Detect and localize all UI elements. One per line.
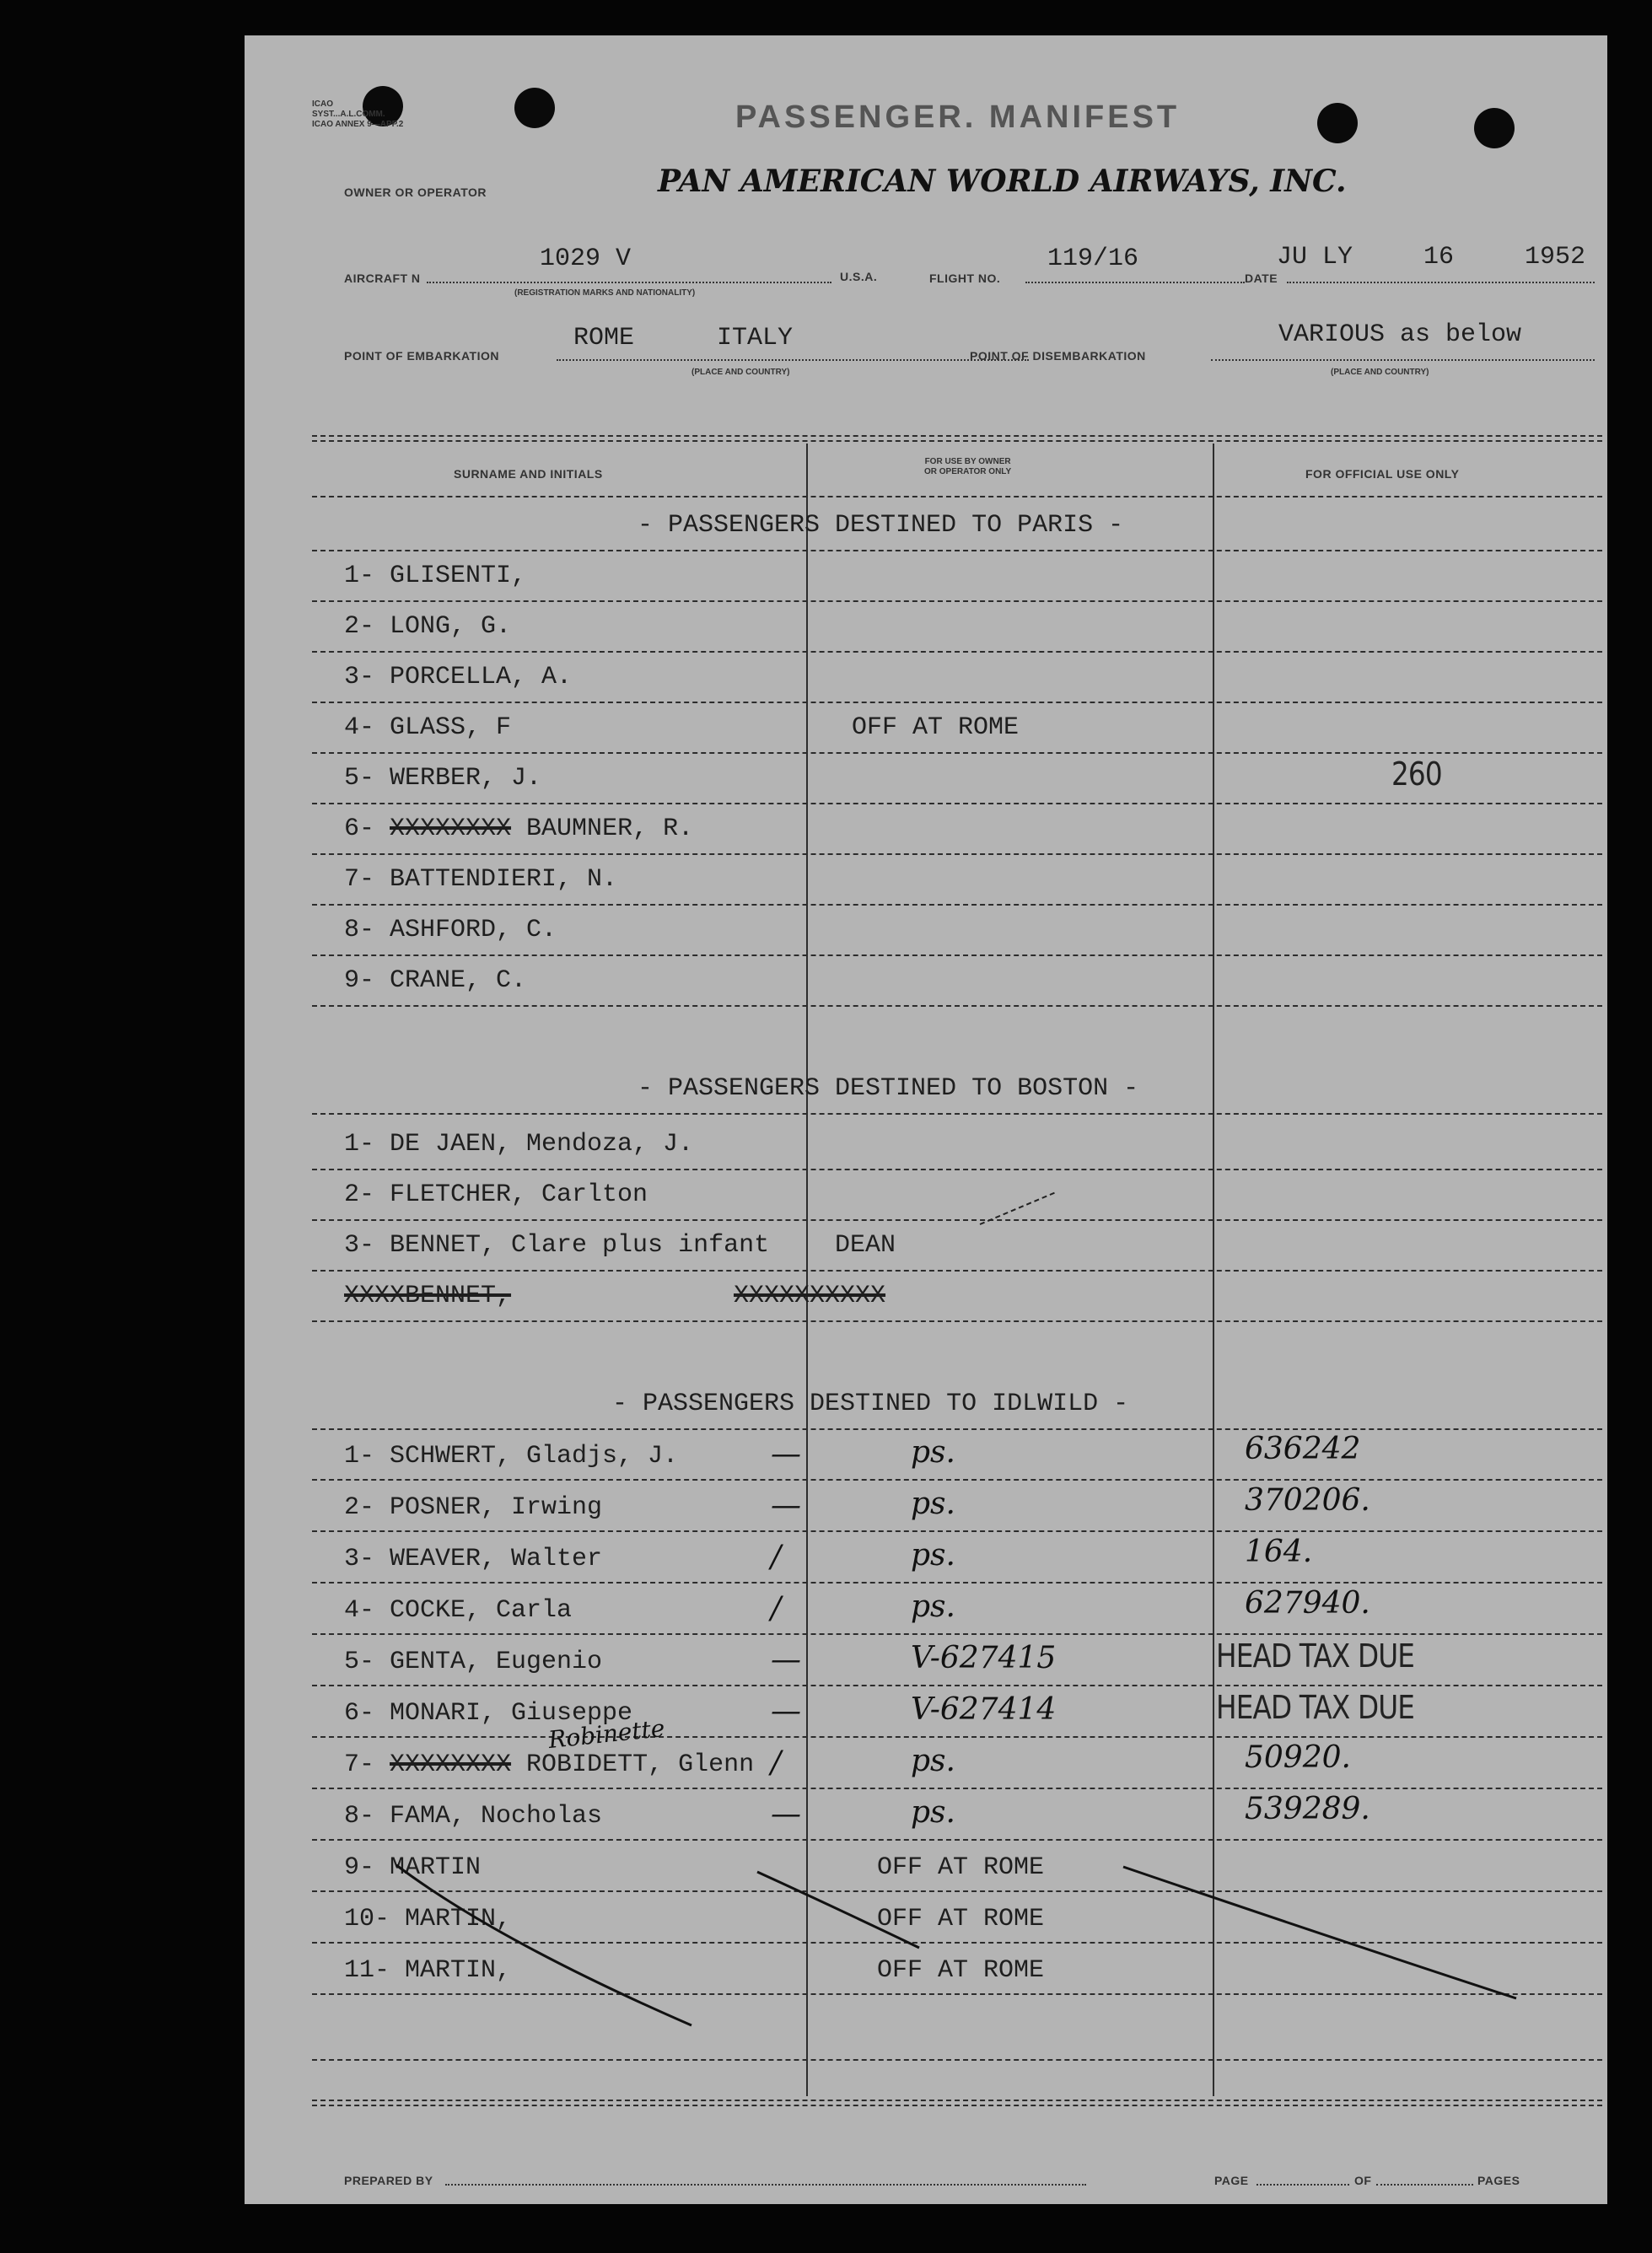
operator-note: OFF AT ROME [877, 1956, 1045, 1985]
operator-note: OFF AT ROME [852, 713, 1020, 742]
operator-note: ps. [911, 1435, 955, 1470]
idlwild-passenger-name: 4- COCKE, Carla [344, 1596, 573, 1625]
operator-note: V-627415 [911, 1641, 1057, 1675]
boston-passenger-name: 1- DE JAEN, Mendoza, J. [344, 1130, 694, 1159]
page-label: PAGE [1214, 2174, 1249, 2187]
prepared-line [445, 2184, 1086, 2186]
paris-passenger-name: 8- ASHFORD, C. [344, 916, 557, 944]
check-mark: — [771, 1643, 801, 1677]
name-correction: Robinette [546, 1713, 666, 1755]
paris-passenger-name: 2- LONG, G. [344, 612, 512, 641]
embarkation-label: POINT OF EMBARKATION [344, 349, 499, 363]
check-mark: — [771, 1694, 801, 1729]
page-line [1256, 2184, 1349, 2186]
paris-passenger-name: 3- PORCELLA, A. [344, 663, 573, 691]
date-month: JU LY [1277, 243, 1353, 272]
operator-note: ps. [911, 1487, 955, 1521]
name-rest: BAUMNER, R. [511, 815, 694, 843]
name-prefix: 6- [344, 815, 390, 843]
official-entry: HEAD TAX DUE [1216, 1689, 1415, 1726]
disembarkation-label: POINT OF DISEMBARKATION [970, 349, 1146, 363]
section-heading-paris: - PASSENGERS DESTINED TO PARIS - [638, 511, 1124, 540]
official-entry: 539289. [1245, 1792, 1370, 1826]
idlwild-passenger-name: 9- MARTIN [344, 1853, 482, 1882]
airline-name: PAN AMERICAN WORLD AIRWAYS, INC. [658, 164, 1347, 199]
official-entry: HEAD TAX DUE [1216, 1637, 1415, 1675]
official-entry: 50920. [1245, 1740, 1351, 1775]
official-entry: 627940. [1245, 1586, 1370, 1621]
boston-passenger-name: 2- FLETCHER, Carlton [344, 1180, 648, 1209]
operator-note: OFF AT ROME [877, 1853, 1045, 1882]
section-heading-boston: - PASSENGERS DESTINED TO BOSTON - [638, 1074, 1139, 1103]
check-mark: — [771, 1488, 801, 1523]
check-mark: / [771, 1745, 782, 1780]
prepared-by-label: PREPARED BY [344, 2174, 433, 2187]
official-entry: 164. [1245, 1535, 1313, 1569]
boston-passenger-struck: XXXXBENNET, [344, 1282, 512, 1310]
form-reference: ICAO SYST...A.L.COMM. ICAO ANNEX 9—APP.2 [312, 99, 404, 129]
idlwild-passenger-name: 10- MARTIN, [344, 1905, 512, 1933]
idlwild-passenger-name: 5- GENTA, Eugenio [344, 1648, 603, 1676]
manifest-paper [245, 35, 1607, 2204]
of-label: OF [1354, 2174, 1372, 2187]
operator-struck: XXXXXXXXXX [734, 1282, 886, 1310]
embark-country: ITALY [717, 324, 794, 352]
idlwild-passenger-name: 6- MONARI, Giuseppe [344, 1699, 633, 1728]
operator-note: DEAN [835, 1231, 896, 1260]
aircraft-label: AIRCRAFT N [344, 272, 421, 285]
date-label: DATE [1245, 272, 1278, 285]
section-heading-idlwild: - PASSENGERS DESTINED TO IDLWILD - [612, 1390, 1129, 1418]
idlwild-passenger-name: 2- POSNER, Irwing [344, 1493, 603, 1522]
idlwild-passenger-name: 8- FAMA, Nocholas [344, 1802, 603, 1831]
paris-passenger-name: 5- WERBER, J. [344, 764, 542, 793]
operator-note: ps. [911, 1538, 955, 1573]
date-year: 1952 [1525, 243, 1586, 272]
flight-label: FLIGHT NO. [929, 272, 1001, 285]
operator-note: ps. [911, 1795, 955, 1830]
embark-city: ROME [573, 324, 635, 352]
col-owner-header: FOR USE BY OWNER OR OPERATOR ONLY [924, 457, 1012, 476]
official-entry: 636242 [1245, 1432, 1361, 1466]
paris-passenger-name: 9- CRANE, C. [344, 966, 527, 995]
operator-note: V-627414 [911, 1692, 1057, 1727]
registration-note: (REGISTRATION MARKS AND NATIONALITY) [514, 288, 696, 298]
check-mark: — [771, 1437, 801, 1471]
operator-note: ps. [911, 1744, 955, 1778]
of-line [1376, 2184, 1473, 2186]
aircraft-value: 1029 V [540, 245, 632, 273]
operator-note: OFF AT ROME [877, 1905, 1045, 1933]
struck-name: XXXXXXXX [390, 815, 512, 843]
usa-label: U.S.A. [840, 270, 878, 283]
paris-passenger-name: 1- GLISENTI, [344, 562, 527, 590]
name-prefix: 7- [344, 1750, 390, 1779]
col-official-header: FOR OFFICIAL USE ONLY [1305, 467, 1460, 481]
operator-note: ps. [911, 1589, 955, 1624]
place-note: (PLACE AND COUNTRY) [691, 368, 790, 377]
struck-name: XXXXXXXX [390, 1750, 512, 1779]
paris-passenger-name: 4- GLASS, F [344, 713, 512, 742]
paris-passenger-name: 7- BATTENDIERI, N. [344, 865, 618, 894]
name-rest: ROBIDETT, Glenn [511, 1750, 755, 1779]
check-mark: — [771, 1797, 801, 1831]
disembark-value: VARIOUS as below [1278, 320, 1522, 349]
boston-passenger-name: 3- BENNET, Clare plus infant [344, 1231, 770, 1260]
check-mark: / [771, 1540, 782, 1574]
pages-label: PAGES [1477, 2174, 1520, 2187]
official-entry: 370206. [1245, 1483, 1370, 1518]
idlwild-passenger-name: 3- WEAVER, Walter [344, 1545, 603, 1573]
owner-label: OWNER OR OPERATOR [344, 186, 487, 199]
flight-number: 119/16 [1047, 245, 1139, 273]
idlwild-passenger-name: 11- MARTIN, [344, 1956, 512, 1985]
idlwild-passenger-name: 1- SCHWERT, Gladjs, J. [344, 1442, 679, 1471]
strike-lines [245, 35, 1607, 2204]
col-surname-header: SURNAME AND INITIALS [454, 467, 603, 481]
place-note-2: (PLACE AND COUNTRY) [1331, 368, 1429, 377]
manifest-title: PASSENGER. MANIFEST [735, 99, 1181, 135]
official-number: 260 [1391, 755, 1442, 793]
date-day: 16 [1423, 243, 1455, 272]
check-mark: / [771, 1591, 782, 1626]
